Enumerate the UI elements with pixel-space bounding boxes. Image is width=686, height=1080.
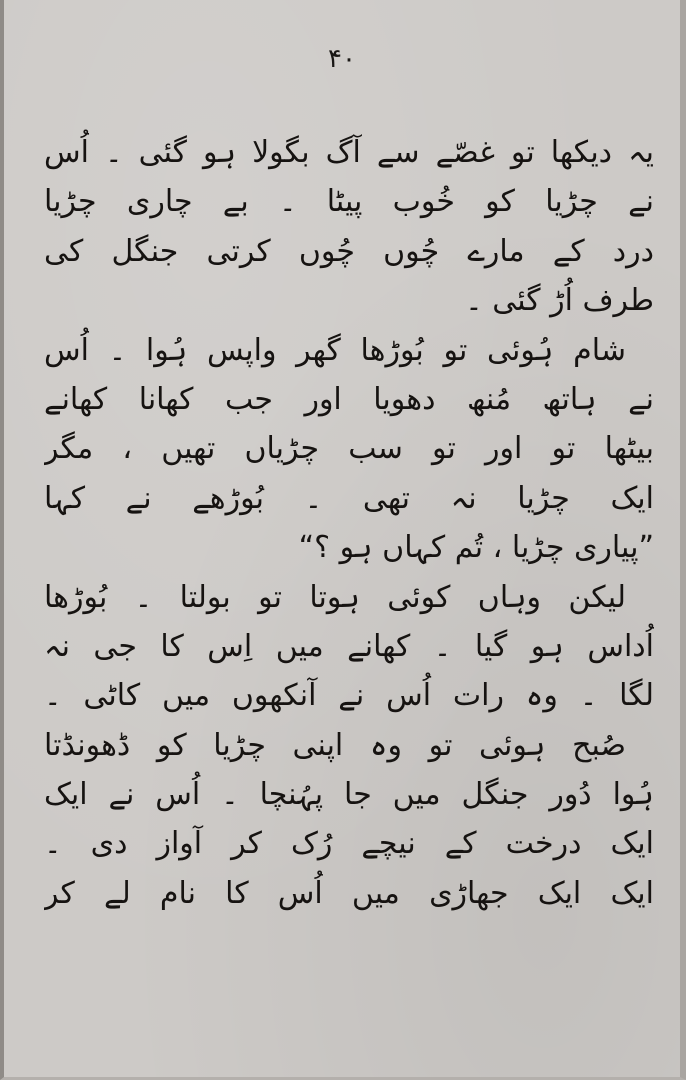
text-line: نے چڑیا کو خُوب پیٹا ۔ بے چاری چڑیا xyxy=(44,184,654,220)
text-line: شام ہُوئی تو بُوڑھا گھر واپس ہُوا ۔ اُس xyxy=(44,332,626,368)
text-line: لگا ۔ وہ رات اُس نے آنکھوں میں کاٹی ۔ xyxy=(44,678,654,714)
page-number: ۴۰ xyxy=(328,44,356,74)
text-line: ایک چڑیا نہ تھی ۔ بُوڑھے نے کہا xyxy=(44,480,654,516)
text-line: ایک درخت کے نیچے رُک کر آواز دی ۔ xyxy=(44,826,654,862)
text-line: ہُوا دُور جنگل میں جا پہُنچا ۔ اُس نے ایک xyxy=(44,777,654,813)
text-line: اُداس ہو گیا ۔ کھانے میں اِس کا جی نہ xyxy=(44,628,654,664)
text-line: صُبح ہوئی تو وہ اپنی چڑیا کو ڈھونڈتا xyxy=(44,727,626,763)
text-line: طرف اُڑ گئی ۔ xyxy=(465,283,654,319)
text-line: یہ دیکھا تو غصّے سے آگ بگولا ہو گئی ۔ اُس xyxy=(44,135,654,170)
text-line: ایک ایک جھاڑی میں اُس کا نام لے کر xyxy=(44,875,654,911)
text-line: نے ہاتھ مُنھ دھویا اور جب کھانا کھانے xyxy=(44,381,654,417)
text-line: لیکن وہاں کوئی ہوتا تو بولتا ۔ بُوڑھا xyxy=(44,579,626,615)
text-line: درد کے مارے چُوں چُوں کرتی جنگل کی xyxy=(44,233,654,269)
text-line: بیٹھا تو اور تو سب چڑیاں تھیں ، مگر xyxy=(44,431,654,467)
text-line: ”پیاری چڑیا ، تُم کہاں ہو ؟“ xyxy=(298,530,654,566)
page-text xyxy=(44,128,654,918)
